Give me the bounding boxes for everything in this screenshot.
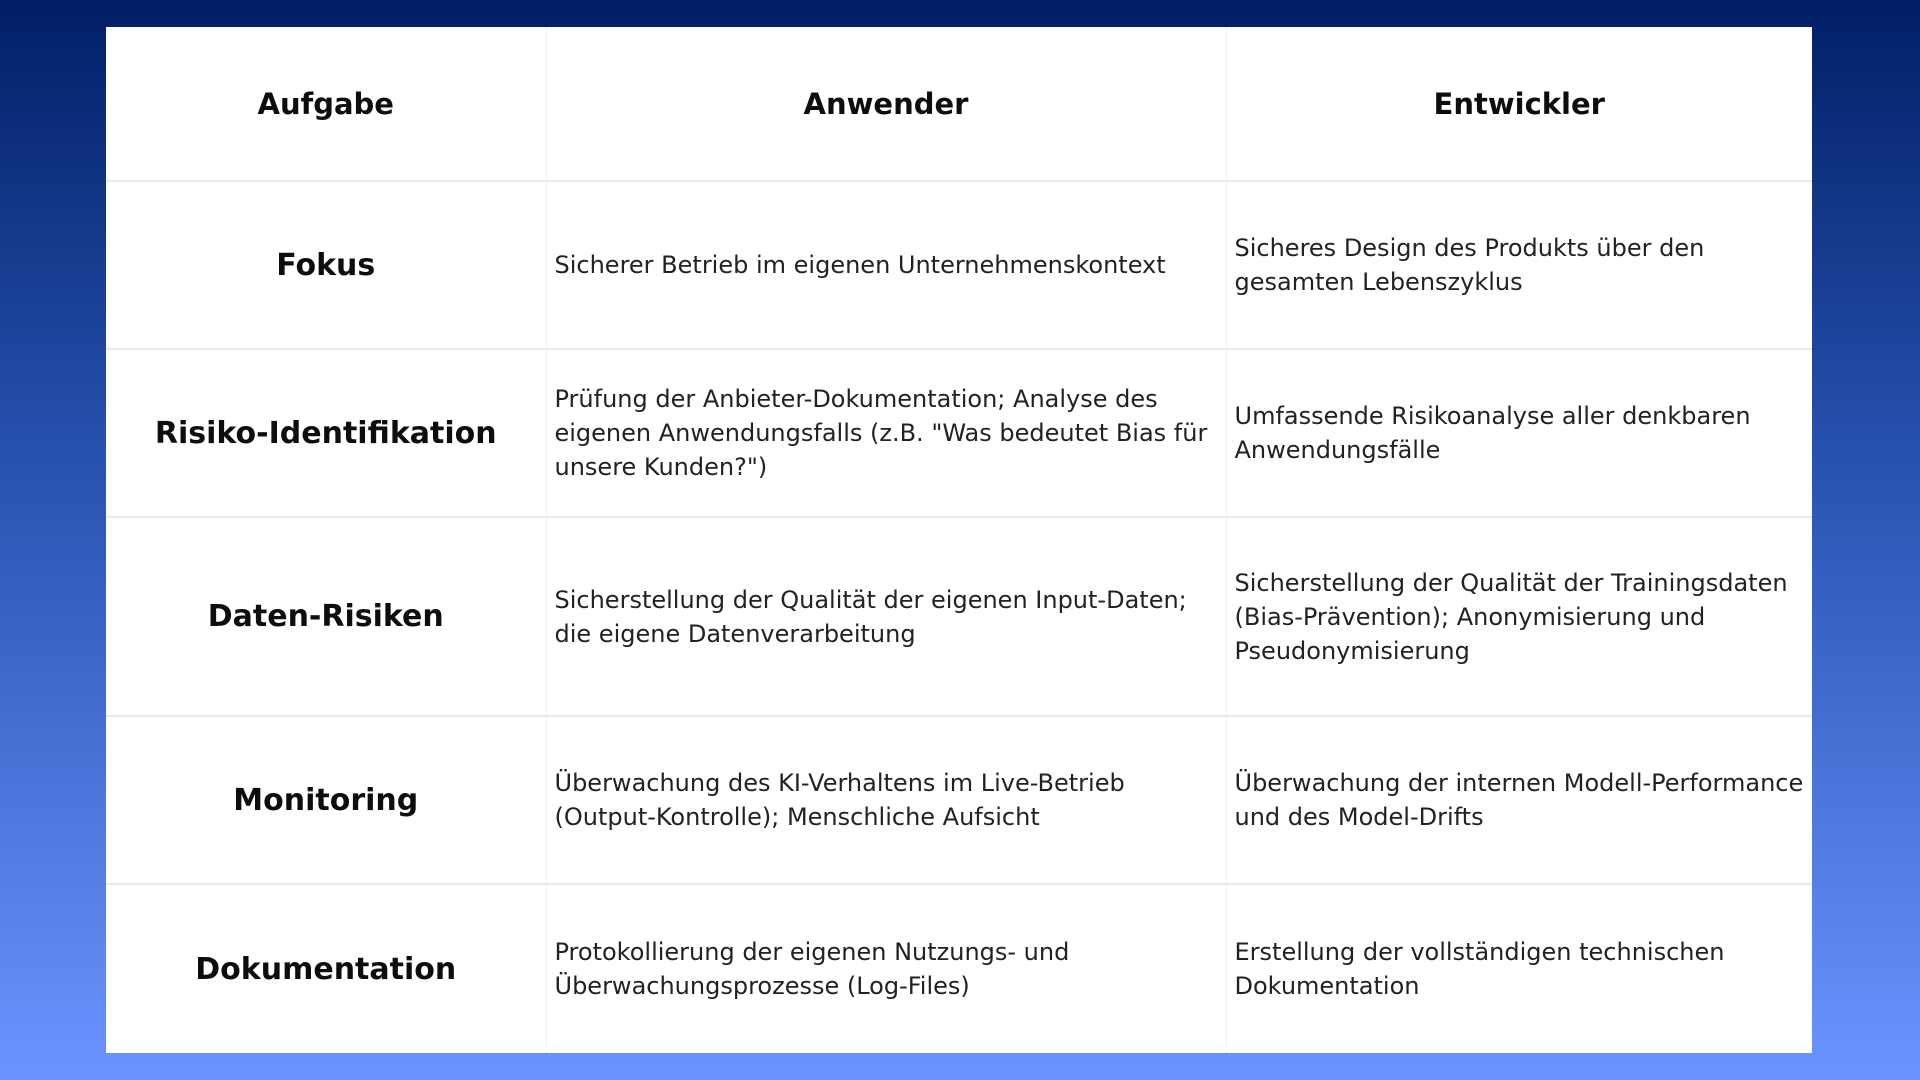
table-row (106, 181, 1812, 349)
table-row (106, 517, 1812, 716)
table-row (106, 716, 1812, 884)
anwender-cell: Sicherer Betrieb im eigenen Unternehmenskontext (546, 181, 1226, 349)
entwickler-cell: Sicherstellung der Qualität der Trainingsdaten (Bias-Prävention); Anonymisierung und Pseudonymisierung (1226, 517, 1812, 716)
anwender-cell: Überwachung des KI-Verhaltens im Live-Betrieb (Output-Kontrolle); Menschliche Aufsicht (546, 716, 1226, 884)
table-row (106, 349, 1812, 517)
entwickler-cell: Erstellung der vollständigen technischen Dokumentation (1226, 884, 1812, 1053)
table-row (106, 884, 1812, 1053)
anwender-cell: Sicherstellung der Qualität der eigenen Input-Daten; die eigene Datenverarbeitung (546, 517, 1226, 716)
row-label: Dokumentation (195, 951, 457, 987)
anwender-cell: Prüfung der Anbieter-Dokumentation; Analyse des eigenen Anwendungsfalls (z.B. "Was bedeutet Bias für unsere Kunden?") (546, 349, 1226, 517)
row-label: Fokus (276, 247, 376, 283)
header-entwickler: Entwickler (1226, 27, 1812, 181)
row-label: Risiko-Identifikation (154, 415, 497, 451)
row-label: Monitoring (233, 782, 419, 818)
entwickler-cell: Sicheres Design des Produkts über den gesamten Lebenszyklus (1226, 181, 1812, 349)
row-label: Daten-Risiken (207, 599, 444, 634)
header-aufgabe: Aufgabe (257, 86, 394, 121)
entwickler-cell: Umfassende Risikoanalyse aller denkbaren Anwendungsfälle (1226, 349, 1812, 517)
entwickler-cell: Überwachung der internen Modell-Performance und des Model-Drifts (1226, 716, 1812, 884)
comparison-table (106, 27, 1812, 1053)
table-header-row (106, 27, 1812, 181)
anwender-cell: Protokollierung der eigenen Nutzungs- und Überwachungsprozesse (Log-Files) (546, 884, 1226, 1053)
header-anwender: Anwender (546, 27, 1226, 181)
comparison-table-card (106, 27, 1812, 1053)
